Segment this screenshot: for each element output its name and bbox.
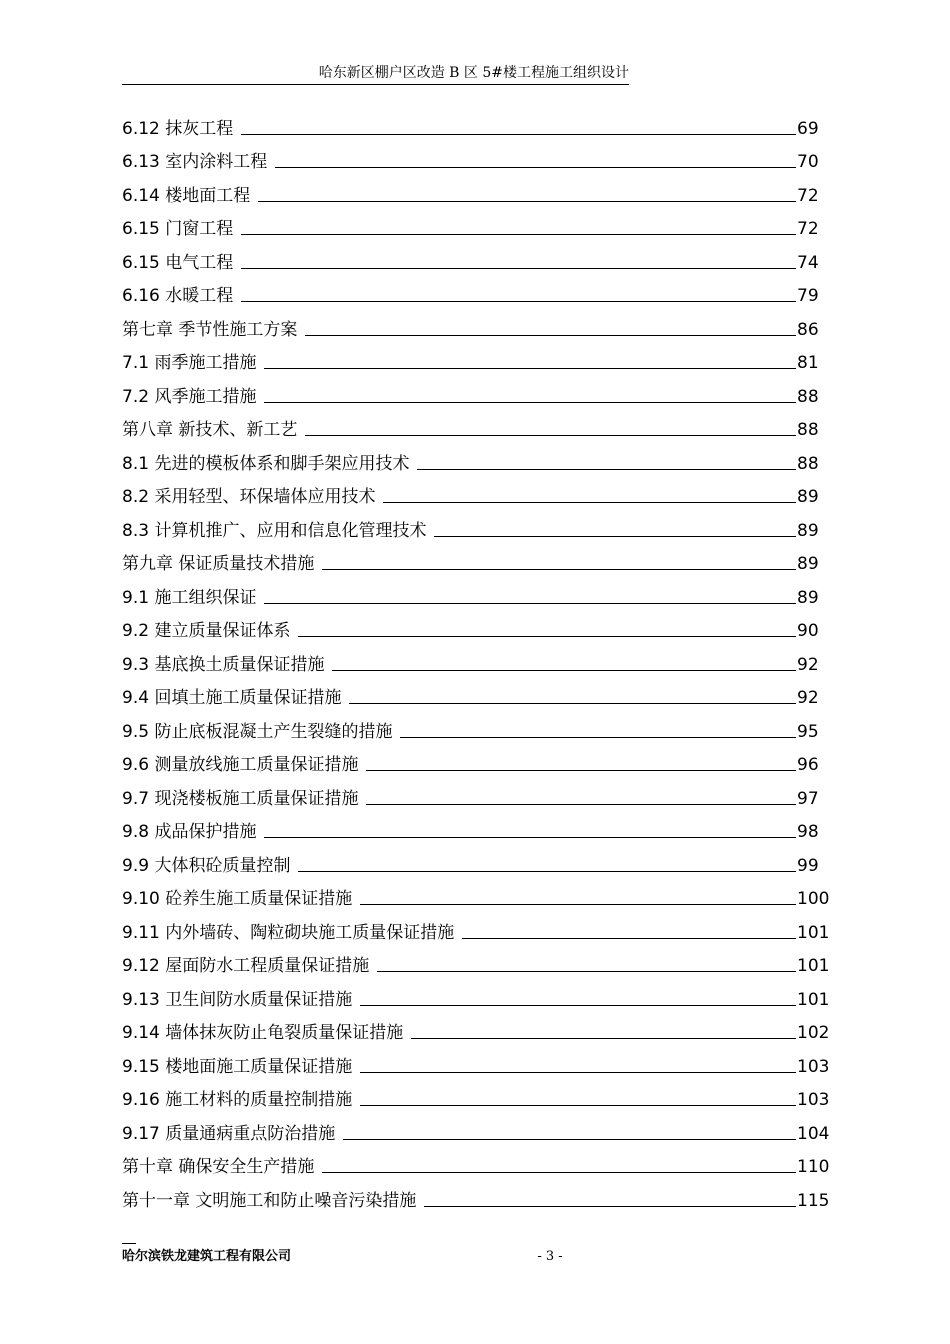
toc-leader-line — [275, 167, 796, 168]
toc-entry[interactable] — [122, 1111, 837, 1145]
toc-entry-page: 90 — [797, 621, 819, 641]
toc-entry-label: 9.17 质量通病重点防治措施 — [122, 1123, 336, 1144]
footer-company-name: 哈尔滨铁龙建筑工程有限公司 — [122, 1249, 292, 1264]
toc-leader-line — [360, 1072, 796, 1073]
toc-leader-line — [322, 569, 796, 570]
toc-entry-label: 6.16 水暖工程 — [122, 286, 234, 306]
toc-leader-line — [462, 938, 796, 939]
toc-entry-label: 第七章 季节性施工方案 — [122, 319, 298, 340]
toc-leader-line — [400, 737, 796, 738]
toc-entry-label: 8.2 采用轻型、环保墙体应用技术 — [122, 487, 376, 507]
toc-entry-label: 6.12 抹灰工程 — [122, 118, 234, 139]
toc-leader-line — [366, 804, 796, 805]
toc-entry-page: 101 — [797, 989, 830, 1010]
toc-entry[interactable] — [122, 676, 837, 710]
toc-entry-label: 9.6 测量放线施工质量保证措施 — [122, 755, 359, 775]
toc-leader-line — [241, 301, 796, 302]
toc-leader-line — [264, 837, 796, 838]
toc-entry-label: 9.14 墙体抹灰防止龟裂质量保证措施 — [122, 1023, 404, 1043]
toc-entry-label: 9.2 建立质量保证体系 — [122, 621, 291, 641]
toc-entry-label: 9.10 砼养生施工质量保证措施 — [122, 889, 353, 909]
toc-entry[interactable] — [122, 374, 837, 408]
toc-entry-label: 9.12 屋面防水工程质量保证措施 — [122, 956, 370, 976]
toc-entry-label: 9.13 卫生间防水质量保证措施 — [122, 989, 353, 1010]
toc-entry-page: 92 — [797, 688, 819, 708]
toc-leader-line — [417, 469, 796, 470]
toc-entry[interactable] — [122, 1145, 837, 1179]
table-of-contents — [122, 106, 837, 1212]
toc-entry-label: 9.1 施工组织保证 — [122, 587, 257, 608]
toc-entry-page: 81 — [797, 353, 819, 373]
footer-mark — [122, 1243, 136, 1244]
toc-leader-line — [264, 402, 796, 403]
header-rule — [122, 84, 629, 85]
toc-leader-line — [434, 536, 796, 537]
toc-leader-line — [360, 1005, 796, 1006]
toc-leader-line — [258, 201, 796, 202]
toc-entry[interactable] — [122, 106, 837, 140]
toc-entry[interactable] — [122, 408, 837, 442]
toc-entry[interactable] — [122, 475, 837, 509]
toc-leader-line — [349, 703, 796, 704]
toc-entry-page: 88 — [797, 386, 819, 407]
toc-leader-line — [383, 502, 796, 503]
toc-entry-label: 9.11 内外墙砖、陶粒砌块施工质量保证措施 — [122, 922, 455, 943]
toc-entry-label: 9.8 成品保护措施 — [122, 822, 257, 842]
toc-entry[interactable] — [122, 877, 837, 911]
toc-entry[interactable] — [122, 1178, 837, 1212]
toc-entry-label: 6.15 门窗工程 — [122, 219, 234, 239]
toc-entry[interactable] — [122, 274, 837, 308]
toc-leader-line — [264, 603, 796, 604]
toc-entry-page: 103 — [797, 1090, 830, 1110]
toc-entry-label: 9.16 施工材料的质量控制措施 — [122, 1090, 353, 1110]
toc-entry-label: 9.9 大体积砼质量控制 — [122, 855, 291, 876]
toc-entry-page: 101 — [797, 956, 830, 976]
toc-entry[interactable] — [122, 1044, 837, 1078]
toc-entry-page: 110 — [797, 1157, 830, 1177]
toc-entry-page: 79 — [797, 286, 819, 306]
toc-leader-line — [241, 234, 796, 235]
toc-entry-page: 100 — [797, 889, 830, 909]
toc-leader-line — [332, 670, 796, 671]
toc-leader-line — [241, 268, 796, 269]
toc-entry[interactable] — [122, 341, 837, 375]
toc-entry-label: 9.15 楼地面施工质量保证措施 — [122, 1056, 353, 1077]
toc-leader-line — [298, 871, 796, 872]
toc-entry[interactable] — [122, 977, 837, 1011]
toc-leader-line — [360, 904, 796, 905]
toc-entry[interactable] — [122, 709, 837, 743]
toc-entry[interactable] — [122, 843, 837, 877]
toc-entry-label: 6.14 楼地面工程 — [122, 185, 251, 206]
toc-leader-line — [377, 971, 796, 972]
toc-leader-line — [360, 1105, 796, 1106]
toc-entry-page: 74 — [797, 252, 819, 273]
toc-entry-label: 6.13 室内涂料工程 — [122, 152, 268, 172]
toc-entry-label: 9.4 回填土施工质量保证措施 — [122, 688, 342, 708]
toc-entry[interactable] — [122, 240, 837, 274]
toc-entry-page: 104 — [797, 1123, 830, 1144]
toc-entry-page: 97 — [797, 788, 819, 809]
toc-entry[interactable] — [122, 508, 837, 542]
toc-entry-label: 9.3 基底换土质量保证措施 — [122, 654, 325, 675]
toc-entry[interactable] — [122, 173, 837, 207]
toc-entry-page: 89 — [797, 487, 819, 507]
toc-entry-page: 98 — [797, 822, 819, 842]
toc-entry-label: 9.5 防止底板混凝土产生裂缝的措施 — [122, 721, 393, 742]
toc-entry-page: 92 — [797, 654, 819, 675]
toc-entry[interactable] — [122, 910, 837, 944]
toc-entry-page: 70 — [797, 152, 819, 172]
toc-entry-label: 第十章 确保安全生产措施 — [122, 1157, 315, 1177]
toc-entry-page: 101 — [797, 922, 830, 943]
toc-entry-page: 89 — [797, 554, 819, 574]
toc-entry-page: 89 — [797, 520, 819, 541]
toc-leader-line — [343, 1139, 796, 1140]
toc-entry-page: 86 — [797, 319, 819, 340]
toc-entry-page: 95 — [797, 721, 819, 742]
toc-entry-label: 6.15 电气工程 — [122, 252, 234, 273]
toc-leader-line — [264, 368, 796, 369]
toc-entry-page: 88 — [797, 453, 819, 474]
toc-entry-label: 第八章 新技术、新工艺 — [122, 420, 298, 440]
toc-entry[interactable] — [122, 642, 837, 676]
toc-entry[interactable] — [122, 609, 837, 643]
toc-entry[interactable] — [122, 441, 837, 475]
toc-entry-page: 96 — [797, 755, 819, 775]
toc-entry-page: 88 — [797, 420, 819, 440]
toc-entry[interactable] — [122, 307, 837, 341]
toc-leader-line — [366, 770, 796, 771]
toc-leader-line — [298, 636, 796, 637]
toc-entry[interactable] — [122, 1078, 837, 1112]
toc-entry-page: 72 — [797, 185, 819, 206]
toc-entry[interactable] — [122, 810, 837, 844]
toc-entry-label: 8.3 计算机推广、应用和信息化管理技术 — [122, 520, 427, 541]
toc-entry-page: 115 — [797, 1190, 830, 1211]
toc-entry[interactable] — [122, 140, 837, 174]
toc-entry[interactable] — [122, 1011, 837, 1045]
toc-entry[interactable] — [122, 207, 837, 241]
toc-entry[interactable] — [122, 575, 837, 609]
toc-leader-line — [241, 134, 796, 135]
page-header-title: 哈东新区棚户区改造 B 区 5#楼工程施工组织设计 — [318, 65, 629, 81]
toc-entry-page: 102 — [797, 1023, 830, 1043]
toc-entry[interactable] — [122, 743, 837, 777]
toc-entry-label: 8.1 先进的模板体系和脚手架应用技术 — [122, 453, 410, 474]
toc-entry-label: 7.2 风季施工措施 — [122, 386, 257, 407]
toc-entry-page: 89 — [797, 587, 819, 608]
toc-leader-line — [305, 335, 796, 336]
toc-entry-label: 9.7 现浇楼板施工质量保证措施 — [122, 788, 359, 809]
toc-entry[interactable] — [122, 776, 837, 810]
toc-entry-page: 69 — [797, 118, 819, 139]
toc-leader-line — [411, 1038, 796, 1039]
toc-leader-line — [424, 1206, 796, 1207]
toc-leader-line — [322, 1172, 796, 1173]
toc-entry-page: 99 — [797, 855, 819, 876]
toc-entry-label: 7.1 雨季施工措施 — [122, 353, 257, 373]
toc-entry-page: 72 — [797, 219, 819, 239]
toc-leader-line — [305, 435, 796, 436]
toc-entry[interactable] — [122, 542, 837, 576]
footer-page-number: - 3 - — [537, 1249, 563, 1264]
toc-entry[interactable] — [122, 944, 837, 978]
toc-entry-label: 第九章 保证质量技术措施 — [122, 554, 315, 574]
toc-entry-page: 103 — [797, 1056, 830, 1077]
toc-entry-label: 第十一章 文明施工和防止噪音污染措施 — [122, 1190, 417, 1211]
